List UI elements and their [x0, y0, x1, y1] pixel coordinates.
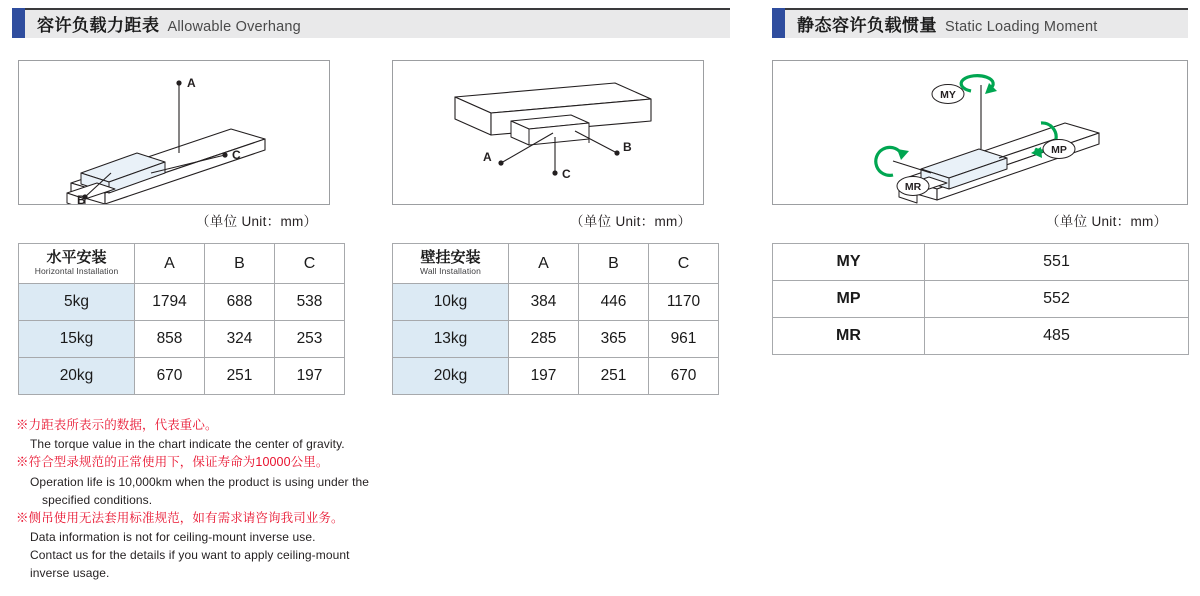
note-3-en-line-1: Data information is not for ceiling-mount inverse use. — [30, 530, 316, 545]
section-header-allowable-overhang — [12, 8, 730, 38]
cell-a: 670 — [135, 358, 205, 395]
header-blue-bar — [12, 8, 25, 38]
table-row — [773, 281, 1189, 318]
diagram-wall-svg — [393, 61, 703, 204]
header-blue-bar — [772, 8, 785, 38]
diagram-label-c: C — [232, 148, 241, 162]
diagram-label-mp: MP — [1051, 144, 1067, 156]
row-label-mp: MP — [773, 281, 925, 318]
note-2-en-line-1: Operation life is 10,000km when the product is using under the — [30, 474, 370, 489]
table-header-title — [393, 244, 509, 284]
column-header-b: B — [579, 244, 649, 284]
note-3-en-line-2: Contact us for the details if you want to apply ceiling-mount — [30, 548, 350, 563]
cell-c: 961 — [649, 321, 719, 358]
row-label-my: MY — [773, 244, 925, 281]
table-horizontal-installation — [18, 243, 345, 395]
section-header-static-loading-moment — [772, 8, 1188, 38]
cell-a: 858 — [135, 321, 205, 358]
cell-my-value: 551 — [925, 244, 1189, 281]
row-label-mr: MR — [773, 318, 925, 355]
diagram-label-mr: MR — [904, 181, 922, 193]
diagram-label-c: C — [562, 167, 571, 181]
column-header-a: A — [135, 244, 205, 284]
table-header-title-en: Horizontal Installation — [34, 265, 119, 276]
header-accent-line — [785, 8, 1188, 10]
table-row — [19, 284, 345, 321]
notes-block — [16, 416, 536, 582]
diagram-wall-installation — [392, 60, 704, 205]
cell-c: 1170 — [649, 284, 719, 321]
unit-label-wall: （单位 Unit：mm） — [570, 214, 692, 229]
row-label: 5kg — [19, 284, 135, 321]
diagram-horizontal-svg — [19, 61, 329, 204]
table-row — [19, 358, 345, 395]
note-1-en-line-1: The torque value in the chart indicate the center of gravity. — [30, 437, 345, 452]
cell-c: 538 — [275, 284, 345, 321]
row-label: 20kg — [19, 358, 135, 395]
table-row — [773, 318, 1189, 355]
section-title-en: Allowable Overhang — [167, 18, 301, 35]
cell-c: 197 — [275, 358, 345, 395]
table-row — [393, 358, 719, 395]
table-static-loading-moment — [772, 243, 1189, 355]
cell-a: 1794 — [135, 284, 205, 321]
section-title-cn: 容许负载力距表 — [37, 15, 160, 35]
section-title-cn: 静态容许负载惯量 — [797, 15, 937, 35]
row-label: 13kg — [393, 321, 509, 358]
header-accent-line — [25, 8, 730, 10]
cell-c: 670 — [649, 358, 719, 395]
column-header-b: B — [205, 244, 275, 284]
diagram-static-loading-moment — [772, 60, 1188, 205]
unit-label-horizontal: （单位 Unit：mm） — [196, 214, 318, 229]
column-header-a: A — [509, 244, 579, 284]
table-row — [393, 284, 719, 321]
table-row — [19, 321, 345, 358]
note-3-cn: ※侧吊使用无法套用标准规范，如有需求请咨询我司业务。 — [16, 510, 344, 525]
cell-b: 446 — [579, 284, 649, 321]
table-wall-installation — [392, 243, 719, 395]
table-header-title-en: Wall Installation — [420, 265, 481, 276]
table-header-row — [393, 244, 719, 284]
row-label: 20kg — [393, 358, 509, 395]
cell-a: 384 — [509, 284, 579, 321]
diagram-label-a: A — [483, 150, 492, 164]
diagram-moment-svg — [773, 61, 1187, 204]
table-header-title — [19, 244, 135, 284]
table-row — [773, 244, 1189, 281]
cell-b: 688 — [205, 284, 275, 321]
table-header-row — [19, 244, 345, 284]
diagram-label-a: A — [187, 76, 196, 90]
header-titles — [25, 11, 301, 36]
cell-mp-value: 552 — [925, 281, 1189, 318]
table-header-title-cn: 水平安装 — [46, 249, 107, 267]
note-1-cn: ※力距表所表示的数据，代表重心。 — [16, 418, 218, 432]
diagram-horizontal-installation — [18, 60, 330, 205]
table-row — [393, 321, 719, 358]
note-2-en-line-2: specified conditions. — [42, 492, 153, 507]
column-header-c: C — [649, 244, 719, 284]
cell-b: 251 — [205, 358, 275, 395]
diagram-label-b: B — [623, 140, 632, 154]
cell-mr-value: 485 — [925, 318, 1189, 355]
unit-label-moment: （单位 Unit：mm） — [1046, 214, 1168, 229]
cell-b: 251 — [579, 358, 649, 395]
cell-a: 285 — [509, 321, 579, 358]
note-3-en-line-3: inverse usage. — [30, 566, 110, 581]
cell-a: 197 — [509, 358, 579, 395]
note-2-cn: ※符合型录规范的正常使用下，保证寿命为10000公里。 — [16, 455, 329, 470]
cell-c: 253 — [275, 321, 345, 358]
diagram-label-my: MY — [940, 89, 956, 101]
section-title-en: Static Loading Moment — [945, 18, 1098, 35]
column-header-c: C — [275, 244, 345, 284]
cell-b: 365 — [579, 321, 649, 358]
header-titles — [785, 11, 1098, 36]
cell-b: 324 — [205, 321, 275, 358]
diagram-label-b: B — [77, 193, 86, 204]
table-header-title-cn: 壁挂安装 — [420, 249, 481, 267]
row-label: 15kg — [19, 321, 135, 358]
row-label: 10kg — [393, 284, 509, 321]
